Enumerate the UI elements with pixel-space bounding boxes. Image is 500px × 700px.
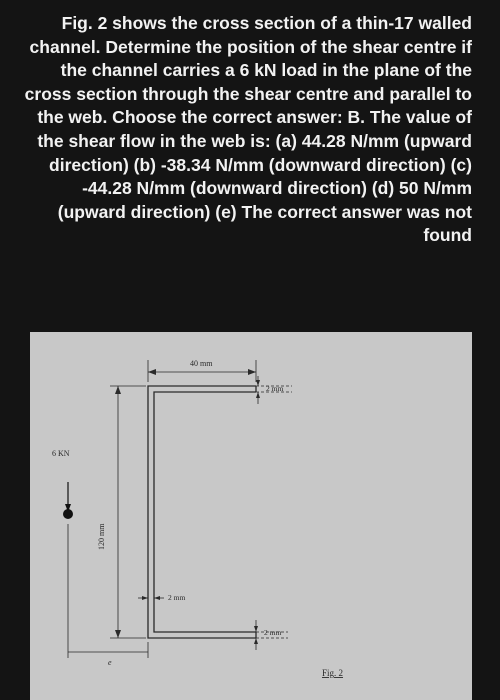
load-label: 6 KN (52, 449, 70, 458)
bottom-thickness-label: 2 mm (264, 628, 282, 637)
figure-background (30, 332, 472, 700)
question-text: Fig. 2 shows the cross section of a thin-17 walled channel. Determine the position of the shear centre if the channel carries a 6 kN load in the plane of the cross section through the shear centre and parallel to the web. Choose the correct answer: B. The value of the shear flow in the web is: (a) 44.28 N/mm (upward direction) (b) -38.34 N/mm (downward direction) (c) -44.28 N/mm (downward direction) (d) 50 N/mm (upward direction) (e) The correct answer was not found (24, 13, 472, 246)
top-thickness-label: 2 mm (266, 384, 284, 393)
figure-caption: Fig. 2 (322, 668, 344, 678)
flange-width-label: 40 mm (190, 359, 213, 368)
offset-label: e (108, 658, 112, 667)
web-thickness-label: 2 mm (168, 593, 186, 602)
channel-figure (30, 332, 472, 700)
height-label: 120 mm (97, 523, 106, 550)
